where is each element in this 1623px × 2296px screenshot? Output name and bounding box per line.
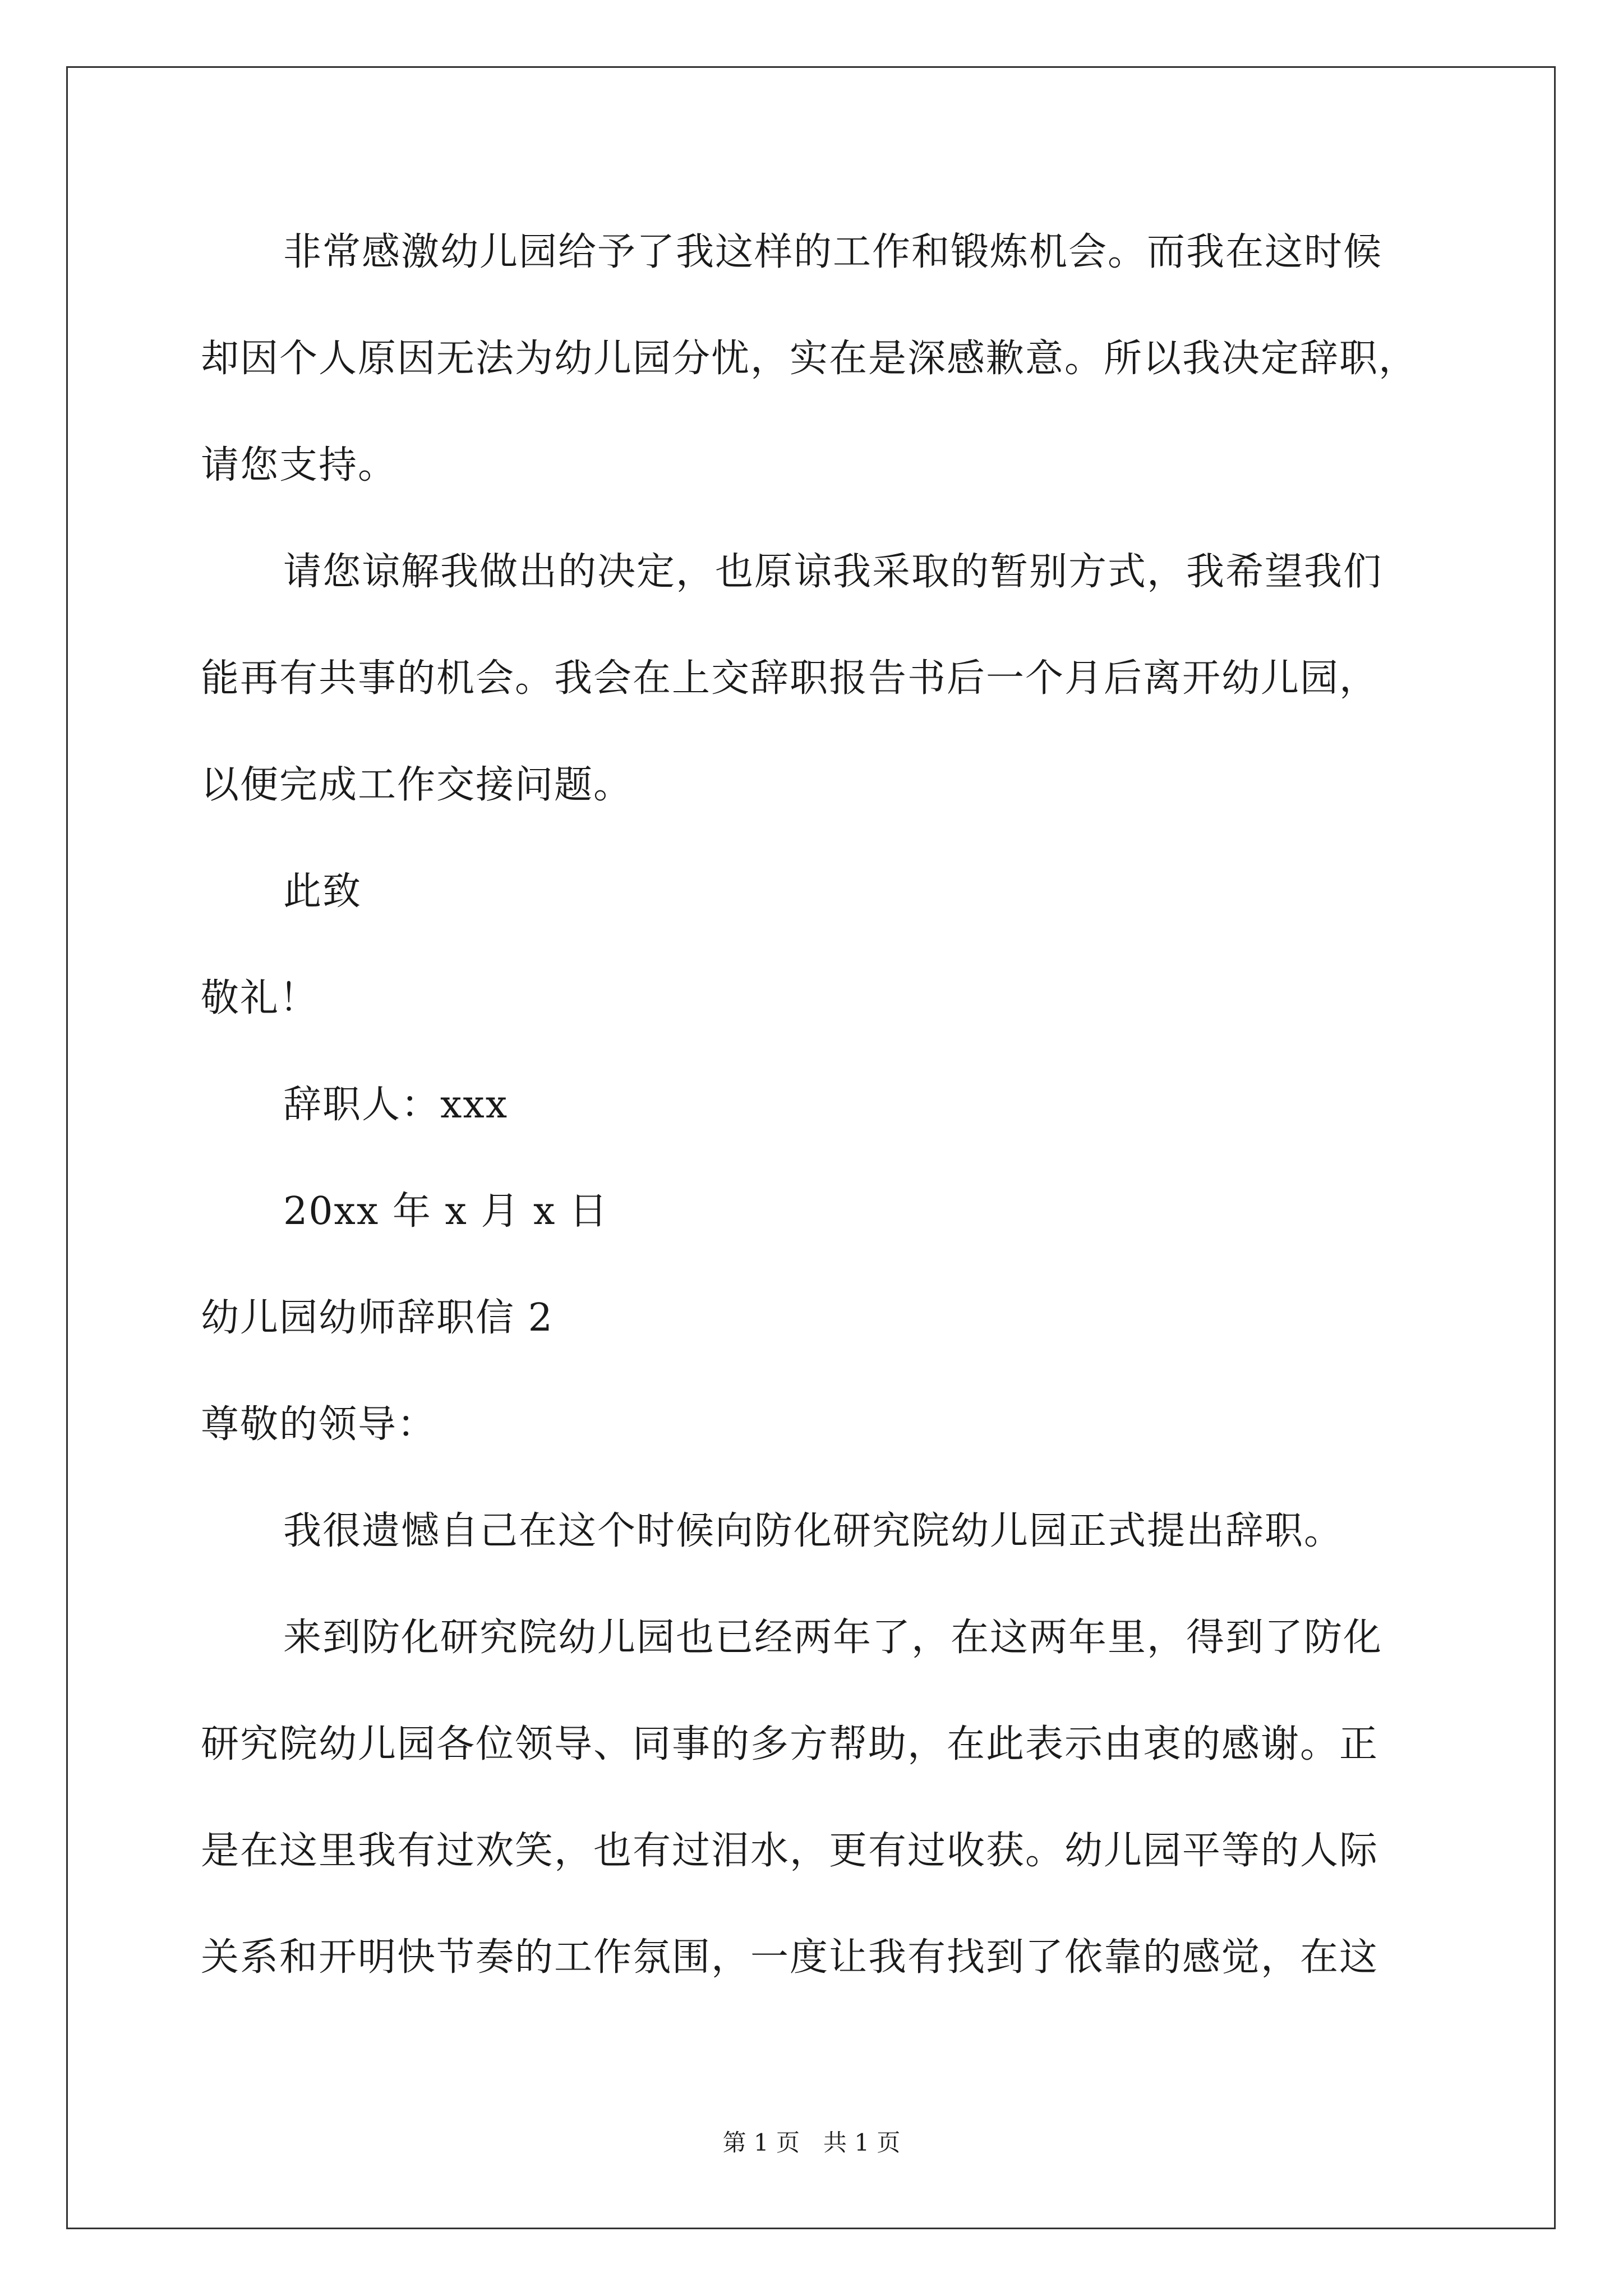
paragraph-4-line-1: 来到防化研究院幼儿园也已经两年了，在这两年里，得到了防化 [283,1616,1383,1660]
date-line: 20xx 年 x 月 x 日 [283,1189,609,1234]
section-title: 幼儿园幼师辞职信 2 [201,1296,554,1340]
paragraph-1-line-1: 非常感激幼儿园给予了我这样的工作和锻炼机会。而我在这时候 [283,230,1383,274]
paragraph-2-line-1: 请您谅解我做出的决定，也原谅我采取的暂别方式，我希望我们 [283,550,1383,594]
paragraph-4-line-2: 研究院幼儿园各位领导、同事的多方帮助，在此表示由衷的感谢。正 [201,1722,1379,1766]
paragraph-2-line-2: 能再有共事的机会。我会在上交辞职报告书后一个月后离开幼儿园， [201,656,1379,701]
greeting: 尊敬的领导： [201,1402,437,1447]
page-border [66,66,1556,2229]
paragraph-4-line-4: 关系和开明快节奏的工作氛围，一度让我有找到了依靠的感觉，在这 [201,1935,1379,1980]
paragraph-2-line-3: 以便完成工作交接问题。 [201,763,633,807]
closing-salutation: 此致 [283,869,362,914]
page-footer: 第 1 页 共 1 页 [722,2129,901,2156]
closing-regards: 敬礼！ [201,976,319,1020]
signature-line: 辞职人：xxx [283,1083,509,1127]
paragraph-3-line-1: 我很遗憾自己在这个时候向防化研究院幼儿园正式提出辞职。 [283,1509,1344,1553]
paragraph-4-line-3: 是在这里我有过欢笑，也有过泪水，更有过收获。幼儿园平等的人际 [201,1829,1379,1873]
paragraph-1-line-3: 请您支持。 [201,443,398,487]
paragraph-1-line-2: 却因个人原因无法为幼儿园分忧，实在是深感歉意。所以我决定辞职， [201,337,1418,381]
